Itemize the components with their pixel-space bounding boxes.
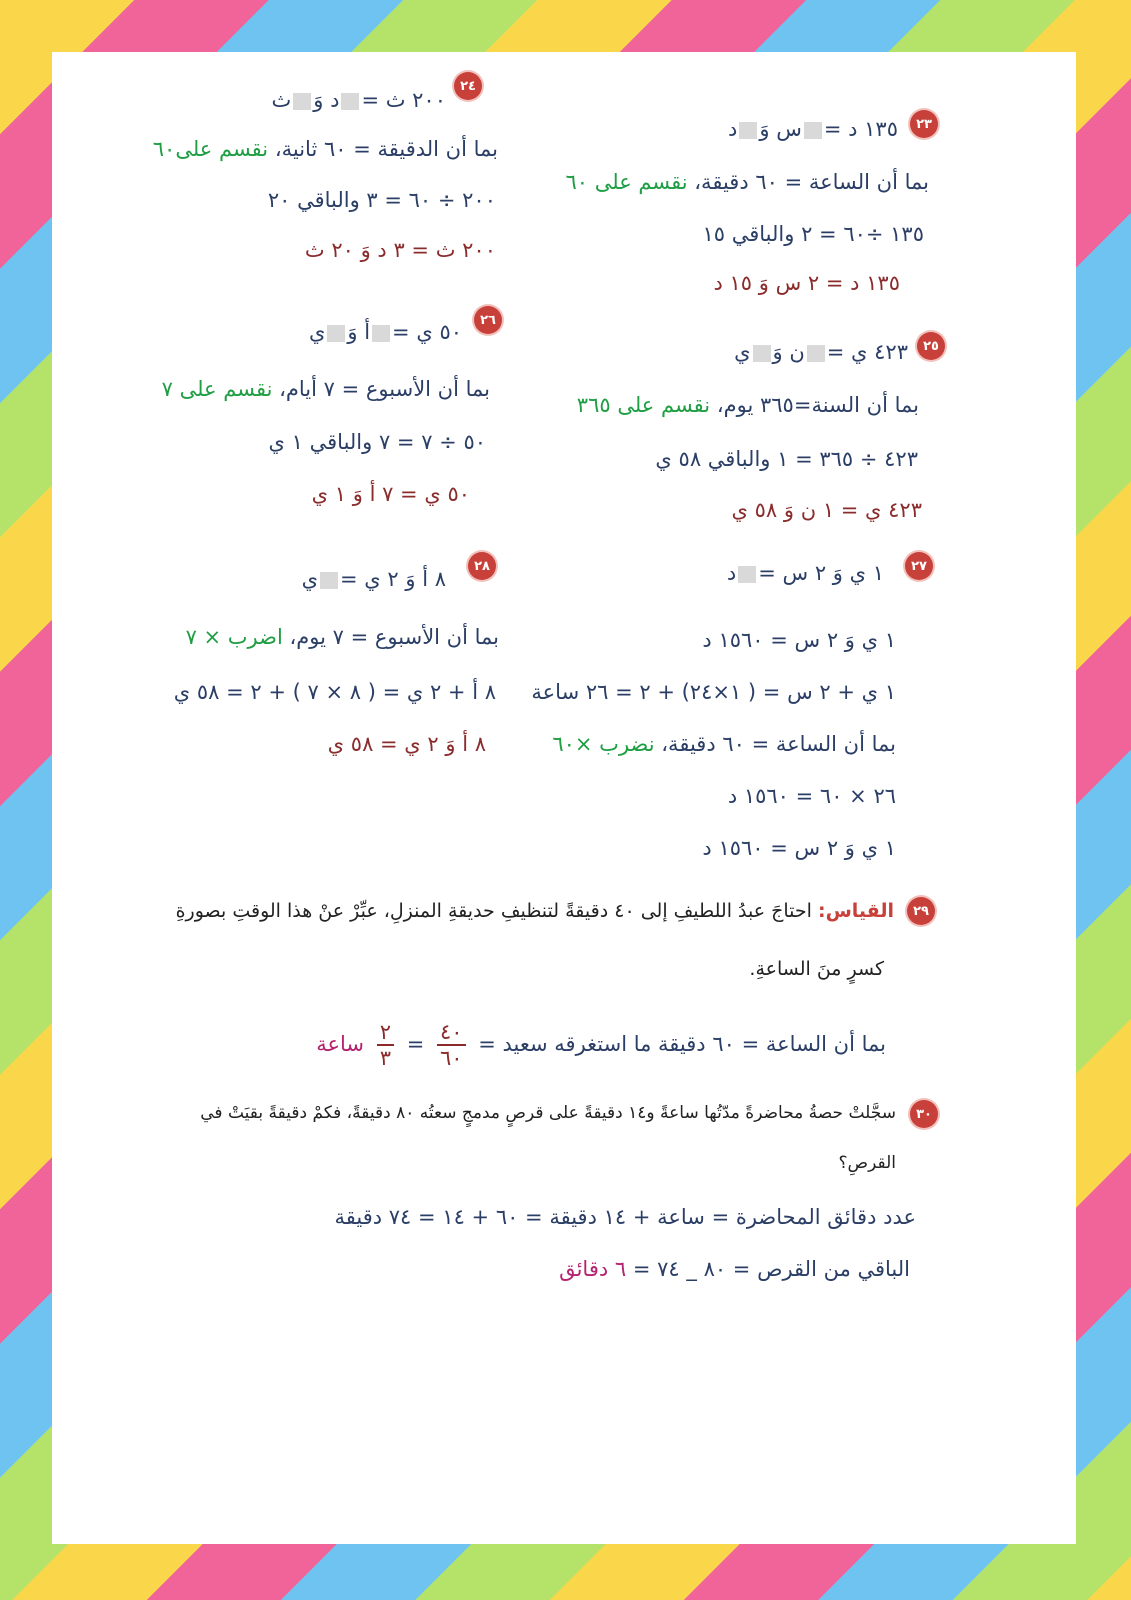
problem-27-question: ١ ي وَ ٢ س =د — [726, 561, 884, 585]
problem-24-badge: ٢٤ — [454, 72, 482, 100]
problem-29-question-line-2: كسرٍ منَ الساعةِ. — [749, 958, 884, 980]
problem-30-line-1: عدد دقائق المحاضرة = ساعة + ١٤ دقيقة = ٦٠ + ١٤ = ٧٤ دقيقة — [334, 1205, 916, 1229]
problem-25-line-1: بما أن السنة=٣٦٥ يوم، نقسم على ٣٦٥ — [576, 393, 919, 417]
problem-29-question-line-1: القياس: احتاجَ عبدُ اللطيفِ إلى ٤٠ دقيقةً لتنظيفِ حديقةِ المنزلِ، عبِّرْ عنْ هذا الوقتِ بصورةِ — [175, 900, 894, 922]
blank-box[interactable] — [753, 345, 771, 362]
problem-27-line-3: بما أن الساعة = ٦٠ دقيقة، نضرب ×٦٠ — [552, 732, 896, 756]
blank-box[interactable] — [327, 325, 345, 342]
problem-24-question: ٢٠٠ ث =د وَث — [271, 88, 446, 112]
problem-30-question-line-2: القرصِ؟ — [838, 1153, 896, 1173]
problem-25-badge: ٢٥ — [917, 332, 945, 360]
problem-26-badge: ٢٦ — [474, 306, 502, 334]
problem-30-badge: ٣٠ — [910, 1100, 938, 1128]
problem-23-result: ١٣٥ د = ٢ س وَ ١٥ د — [713, 271, 900, 295]
blank-box[interactable] — [804, 122, 822, 139]
blank-box[interactable] — [807, 345, 825, 362]
problem-24-result: ٢٠٠ ث = ٣ د وَ ٢٠ ث — [304, 238, 496, 262]
blank-box[interactable] — [372, 325, 390, 342]
problem-26-line-2: ٥٠ ÷ ٧ = ٧ والباقي ١ ي — [268, 430, 486, 454]
problem-25-question: ٤٢٣ ي =ن وَي — [734, 340, 908, 364]
problem-24-line-1: بما أن الدقيقة = ٦٠ ثانية، نقسم على٦٠ — [152, 137, 498, 161]
problem-27-line-2: ١ ي + ٢ س = ( ١×٢٤) + ٢ = ٢٦ ساعة — [531, 680, 896, 704]
problem-23-line-1: بما أن الساعة = ٦٠ دقيقة، نقسم على ٦٠ — [565, 170, 929, 194]
worksheet-page — [52, 52, 1076, 1544]
problem-26-question: ٥٠ ي =أ وَي — [308, 320, 462, 344]
fraction-2-3: $\frac{٢}{٣}$ — [377, 1020, 394, 1070]
blank-box[interactable] — [341, 93, 359, 110]
blank-box[interactable] — [738, 566, 756, 583]
problem-28-line-2: ٨ أ + ٢ ي = ( ٨ × ٧ ) + ٢ = ٥٨ ي — [173, 680, 496, 704]
blank-box[interactable] — [293, 93, 311, 110]
problem-28-result: ٨ أ وَ ٢ ي = ٥٨ ي — [327, 732, 486, 756]
problem-23-question: ١٣٥ د =س وَد — [728, 117, 898, 141]
problem-23-badge: ٢٣ — [910, 110, 938, 138]
problem-27-badge: ٢٧ — [905, 552, 933, 580]
problem-26-line-1: بما أن الأسبوع = ٧ أيام، نقسم على ٧ — [161, 377, 490, 401]
problem-25-result: ٤٢٣ ي = ١ ن وَ ٥٨ ي — [731, 498, 922, 522]
blank-box[interactable] — [320, 572, 338, 589]
problem-23-line-2: ١٣٥ ÷٦٠ = ٢ والباقي ١٥ — [702, 222, 924, 246]
problem-24-line-2: ٢٠٠ ÷ ٦٠ = ٣ والباقي ٢٠ — [267, 188, 496, 212]
problem-28-badge: ٢٨ — [468, 552, 496, 580]
problem-28-line-1: بما أن الأسبوع = ٧ يوم، اضرب × ٧ — [185, 625, 499, 649]
problem-28-question: ٨ أ وَ ٢ ي =ي — [301, 567, 446, 591]
problem-27-line-5: ١ ي وَ ٢ س = ١٥٦٠ د — [702, 836, 896, 860]
problem-29-badge: ٢٩ — [907, 897, 935, 925]
problem-30-question-line-1: سجَّلتْ حصةُ محاضرةً مدّتُها ساعةً و١٤ دقيقةً على قرصٍ مدمجٍ سعتُه ٨٠ دقيقةً، فكمْ دقيقةً بقيَتْ في — [200, 1103, 896, 1123]
problem-26-result: ٥٠ ي = ٧ أ وَ ١ ي — [311, 482, 470, 506]
problem-25-line-2: ٤٢٣ ÷ ٣٦٥ = ١ والباقي ٥٨ ي — [655, 447, 918, 471]
problem-27-line-4: ٢٦ × ٦٠ = ١٥٦٠ د — [727, 784, 896, 808]
problem-30-line-2: الباقي من القرص = ٨٠ _ ٧٤ = ٦ دقائق — [559, 1257, 910, 1281]
problem-27-line-1: ١ ي وَ ٢ س = ١٥٦٠ د — [702, 628, 896, 652]
problem-29-answer: بما أن الساعة = ٦٠ دقيقة ما استغرقه سعيد = $\frac{٤٠}{٦٠}$ = $\frac{٢}{٣}$ ساعة — [316, 1020, 886, 1070]
fraction-40-60: $\frac{٤٠}{٦٠}$ — [437, 1020, 466, 1070]
blank-box[interactable] — [739, 122, 757, 139]
